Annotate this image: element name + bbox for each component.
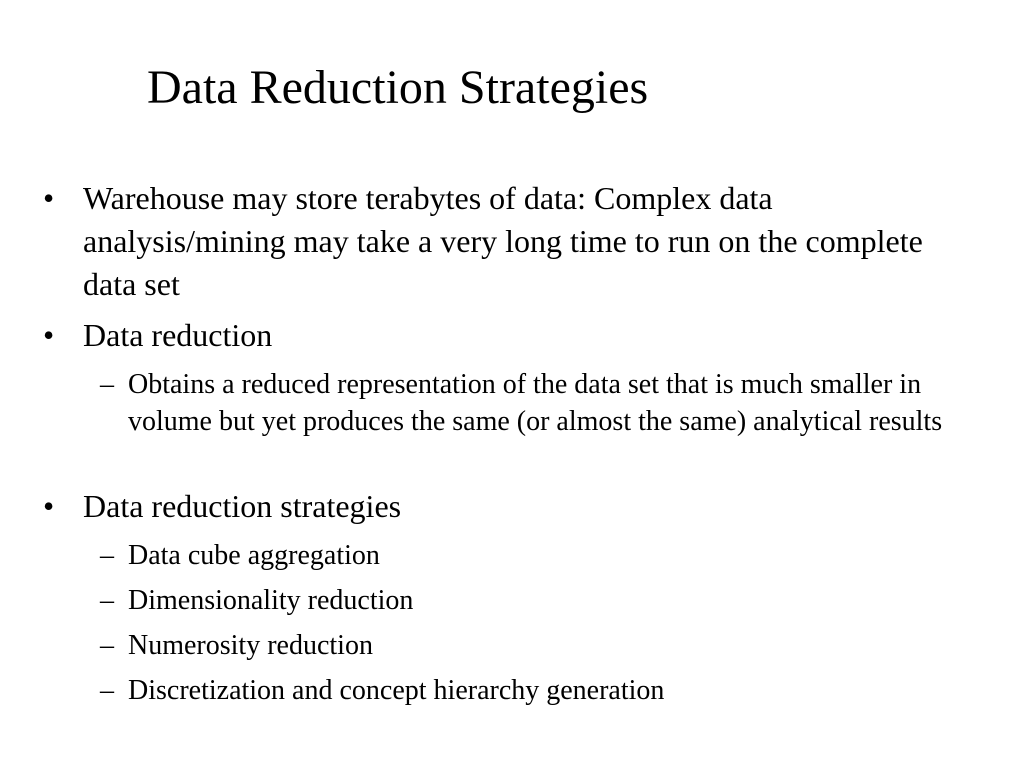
sub-bullet-text: Discretization and concept hierarchy generation (128, 675, 665, 706)
sub-bullet-text: Numerosity reduction (128, 630, 373, 661)
slide-title: Data Reduction Strategies (147, 61, 649, 114)
sub-bullet-text: Data cube aggregation (128, 540, 380, 571)
sub-bullet-marker: – (100, 630, 114, 661)
sub-bullet-marker: – (100, 540, 114, 571)
bullet-marker: • (43, 180, 55, 216)
bullet-text: Data reduction strategies (83, 488, 402, 524)
sub-bullet-text: Dimensionality reduction (128, 585, 414, 616)
bullet-marker: • (43, 317, 55, 353)
sub-bullet-text: Obtains a reduced representation of the data set that is much smaller in volume but yet produces the same (or almost the same) analytical results (128, 369, 943, 437)
sub-bullet-marker: – (100, 675, 114, 706)
bullet-marker: • (43, 488, 55, 524)
sub-bullet-marker: – (100, 369, 114, 400)
sub-bullet-marker: – (100, 585, 114, 616)
bullet-text: Data reduction (83, 317, 273, 353)
bullet-text: Warehouse may store terabytes of data: Complex data analysis/mining may take a very long time to run on the complete data set (83, 180, 923, 302)
